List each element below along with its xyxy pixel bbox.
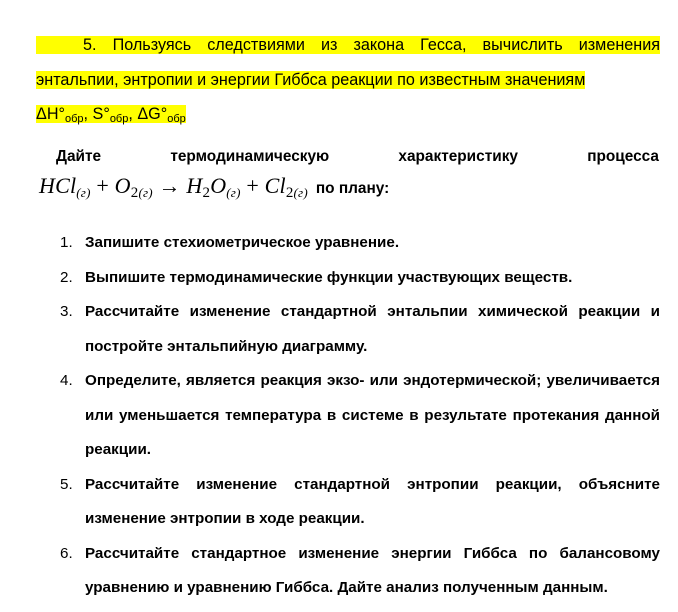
intro-line: [56, 142, 659, 171]
list-item: 3. Рассчитайте изменение стандартной энтальпии химической реакции и постройте энтальпийную диаграмму.: [60, 303, 660, 355]
intro-paragraph: [39, 142, 659, 208]
intro-tail: по плану:: [315, 180, 390, 197]
list-item: 6. Рассчитайте стандартное изменение энергии Гиббса по балансовому уравнению и уравнению Гиббса. Дайте анализ полученным данным.: [60, 544, 660, 596]
list-item: 2. Выпишите термодинамические функции участвующих веществ.: [60, 268, 573, 286]
list-item: 5. Рассчитайте изменение стандартной энтропии реакции, объясните изменение энтропии в ходе реакции.: [60, 475, 660, 527]
symbol-entropy: $S^\circ_{обр}$: [92, 105, 129, 125]
task-text: Пользуясь следствиями из закона Гесса, вычислить изменения энтальпии, энтропии и энергии Гиббса реакции по известным значениям: [36, 36, 661, 89]
symbol-enthalpy: $\Delta H^\circ_{обр}$: [36, 105, 84, 125]
task-statement: [36, 28, 660, 132]
list-item: 4. Определите, является реакция экзо- или эндотермической; увеличивается или уменьшается температура в системе в результате протекания данной реакции.: [60, 372, 660, 458]
intro-word: характеристику: [398, 148, 518, 165]
symbol-gibbs: $\Delta G^\circ_{обр}$: [137, 105, 186, 125]
plan-list: [60, 226, 660, 606]
equation-line: [39, 171, 659, 208]
task-highlight: 5. Пользуясь следствиями из закона Гесса, вычислить изменения энтальпии, энтропии и энергии Гиббса реакции по известным значениям $\Delta H^\circ_{обр}$, $S^\circ_{обр}$, $\Delta G^\circ_{обр}$: [36, 36, 661, 125]
intro-word: процесса: [587, 148, 659, 165]
task-number: 5.: [83, 36, 97, 54]
intro-word: Дайте: [56, 148, 102, 165]
intro-word: термодинамическую: [170, 148, 330, 165]
list-item: 1. Запишите стехиометрическое уравнение.: [60, 234, 400, 251]
reaction-equation: HCl(г) + O2(г) → H2O(г) + Cl2(г): [39, 173, 308, 201]
